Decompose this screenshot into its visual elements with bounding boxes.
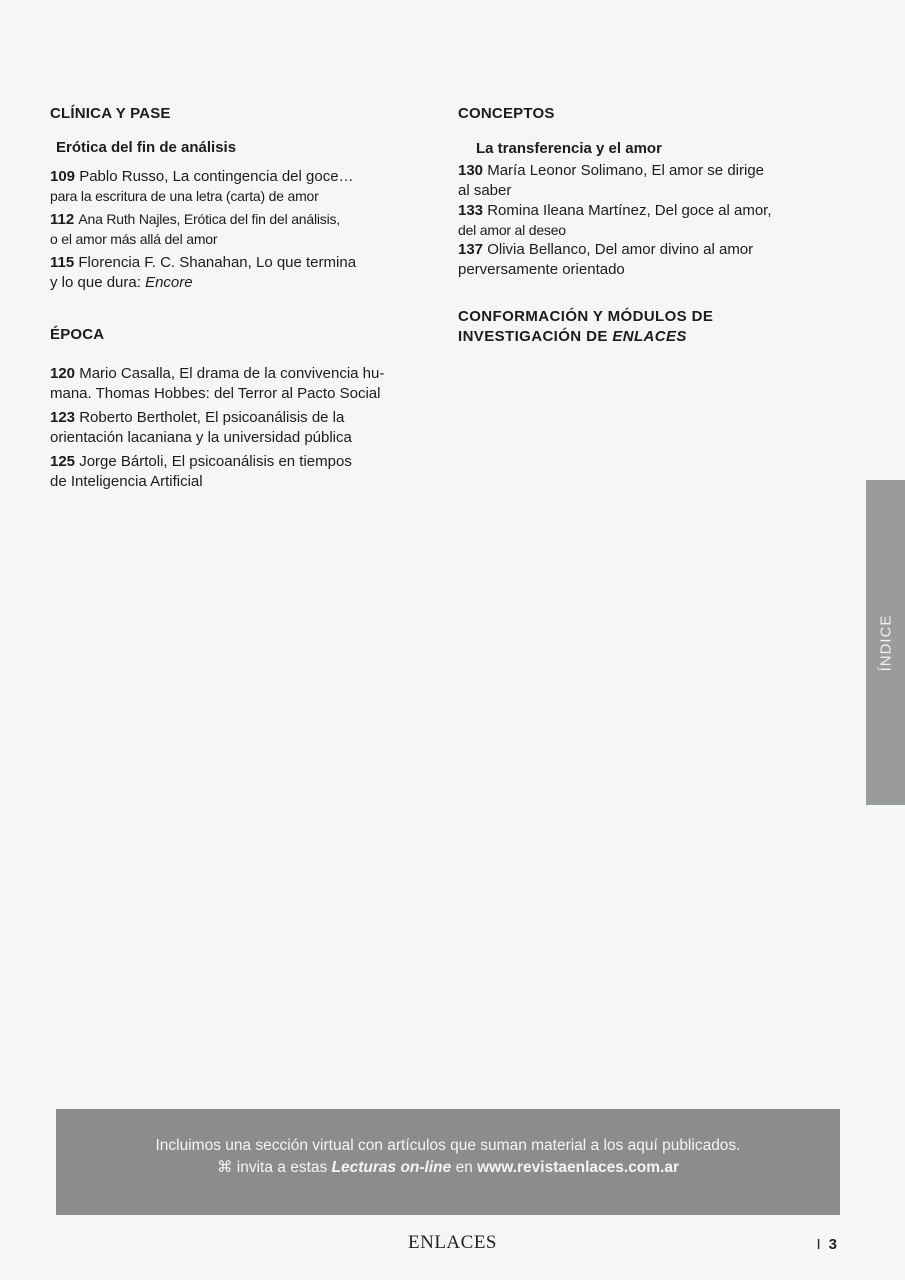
command-symbol-icon: ⌘ xyxy=(216,1159,233,1176)
banner-line2 xyxy=(56,1157,840,1179)
toc-entry[interactable] xyxy=(50,167,450,206)
entry-text: Olivia Bellanco, Del amor divino al amor xyxy=(487,241,754,258)
entry-text: Florencia F. C. Shanahan, Lo que termina xyxy=(78,254,357,271)
section-title-conceptos: CONCEPTOS xyxy=(458,105,555,122)
entry-page-number: 112 xyxy=(50,211,75,228)
page-number-value: 3 xyxy=(828,1236,837,1253)
entry-text: orientación lacaniana y la universidad pública xyxy=(50,428,352,446)
section-title-clinica: CLÍNICA Y PASE xyxy=(50,105,171,122)
entry-page-number: 133 xyxy=(458,202,484,219)
conformacion-title-line2: INVESTIGACIÓN DE xyxy=(458,328,613,345)
banner-line1: Incluimos una sección virtual con artículos que suman material a los aquí publicados. xyxy=(155,1137,741,1154)
banner-text: invita a estas xyxy=(232,1159,332,1176)
entry-page-number: 130 xyxy=(458,162,484,179)
entry-text: María Leonor Solimano, El amor se dirige xyxy=(487,162,764,179)
online-readings-banner xyxy=(56,1109,840,1215)
entry-page-number: 109 xyxy=(50,168,76,185)
entry-text: Pablo Russo, La contingencia del goce… xyxy=(79,168,354,185)
entry-page-number: 123 xyxy=(50,409,76,426)
toc-entry[interactable] xyxy=(458,161,828,200)
toc-entry[interactable] xyxy=(50,253,450,292)
entry-text: para la escritura de una letra (carta) de amor xyxy=(50,187,319,204)
entry-text: al saber xyxy=(458,181,512,199)
entry-text: mana. Thomas Hobbes: del Terror al Pacto Social xyxy=(50,384,381,402)
entry-page-number: 125 xyxy=(50,453,76,470)
entry-page-number: 120 xyxy=(50,365,76,382)
entry-text: del amor al deseo xyxy=(458,221,566,238)
entry-text: Romina Ileana Martínez, Del goce al amor, xyxy=(487,202,772,219)
entry-text: Roberto Bertholet, El psicoanálisis de la xyxy=(79,409,345,426)
toc-entry[interactable] xyxy=(458,201,828,240)
toc-entry[interactable] xyxy=(50,452,450,491)
entry-page-number: 137 xyxy=(458,241,484,258)
entry-italic-title: Encore xyxy=(145,273,193,291)
toc-entry[interactable] xyxy=(458,240,828,279)
toc-entry[interactable] xyxy=(50,364,450,403)
enlaces-logo: ENLACES xyxy=(408,1232,497,1253)
section-title-epoca: ÉPOCA xyxy=(50,326,105,343)
entry-page-number: 115 xyxy=(50,254,75,271)
banner-url-link[interactable]: www.revistaenlaces.com.ar xyxy=(477,1159,680,1176)
section-title-conformacion xyxy=(458,307,828,347)
page-number xyxy=(816,1236,837,1253)
entry-text: perversamente orientado xyxy=(458,260,625,278)
left-column xyxy=(50,104,450,491)
entry-text: o el amor más allá del amor xyxy=(50,230,218,247)
side-tab-label: ÍNDICE xyxy=(877,614,894,671)
entry-text: Mario Casalla, El drama de la convivencia hu- xyxy=(79,365,385,382)
toc-entry[interactable] xyxy=(50,210,450,249)
page-separator: I xyxy=(816,1236,821,1253)
banner-text: en xyxy=(451,1159,478,1176)
conformacion-title-line1: CONFORMACIÓN Y MÓDULOS DE xyxy=(458,308,714,325)
toc-entry[interactable] xyxy=(50,408,450,447)
banner-lecturas: Lecturas on-line xyxy=(331,1159,452,1176)
subsection-title-erotica: Erótica del fin de análisis xyxy=(56,139,237,156)
entry-text: de Inteligencia Artificial xyxy=(50,472,203,490)
entry-text: y lo que dura: xyxy=(50,273,146,291)
entry-text: Ana Ruth Najles, Erótica del fin del análisis, xyxy=(78,211,340,227)
subsection-title-transferencia: La transferencia y el amor xyxy=(476,140,662,157)
conformacion-title-italic: ENLACES xyxy=(612,328,687,345)
side-index-tab xyxy=(866,480,905,805)
right-column xyxy=(458,104,828,347)
entry-text: Jorge Bártoli, El psicoanálisis en tiempos xyxy=(79,453,352,470)
